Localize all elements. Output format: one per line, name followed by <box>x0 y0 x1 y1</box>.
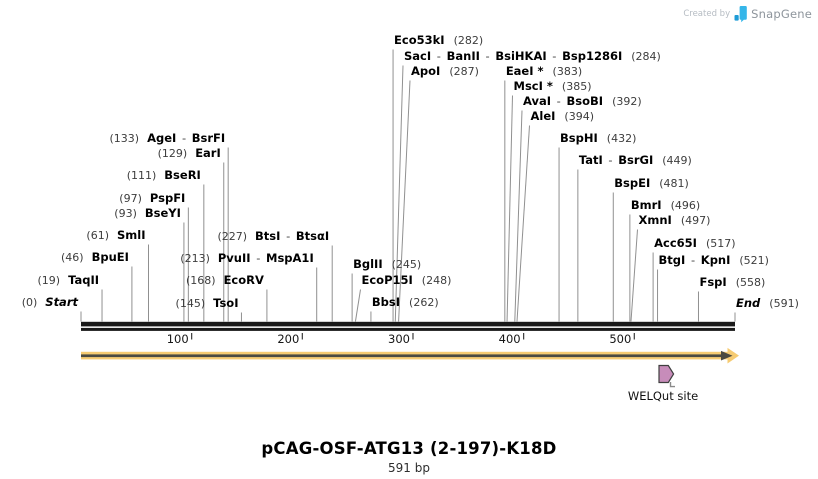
site-label-ecop15i[interactable] <box>362 273 452 288</box>
site-position: (129) <box>157 147 188 160</box>
enzyme-name: BpuEI <box>91 250 129 264</box>
site-connector-line <box>517 126 530 322</box>
enzyme-name: EarI <box>195 146 221 160</box>
name-separator: - <box>687 253 699 267</box>
site-connector-line <box>507 96 512 322</box>
site-position: (145) <box>175 297 206 310</box>
insert-feature-core <box>81 354 721 357</box>
site-label-ecorv[interactable] <box>186 273 264 288</box>
site-position: (432) <box>606 132 637 145</box>
site-position: (97) <box>119 192 142 205</box>
ruler-tick-label: 300 <box>388 331 410 346</box>
site-label-btsi-bts-i[interactable] <box>217 229 329 244</box>
enzyme-name: BspEI <box>614 176 651 190</box>
site-label-msci-[interactable] <box>514 79 592 94</box>
welqut-marker-tail <box>671 382 676 387</box>
site-position: (168) <box>185 274 216 287</box>
site-position: (392) <box>612 95 642 108</box>
site-position: (394) <box>564 110 595 123</box>
site-position: (497) <box>680 214 711 227</box>
enzyme-name: BmrI <box>630 198 662 212</box>
site-label-bglii[interactable] <box>353 257 421 272</box>
site-label-avai-bsobi[interactable] <box>523 94 642 109</box>
name-separator: - <box>178 131 190 145</box>
enzyme-name: TsoI <box>213 296 239 310</box>
enzyme-name: BbsI <box>371 295 401 309</box>
site-label-bbsi[interactable] <box>372 295 439 310</box>
site-position: (282) <box>453 34 484 47</box>
enzyme-name: BseRI <box>164 168 201 182</box>
site-position: (19) <box>37 274 61 287</box>
site-position: (481) <box>659 177 689 190</box>
name-separator: - <box>252 251 265 265</box>
site-position: (284) <box>631 50 661 63</box>
enzyme-name: BtsI - BtsαI <box>255 229 330 243</box>
site-position: (0) <box>21 296 38 309</box>
enzyme-name: XmnI <box>638 213 672 227</box>
site-label-bsphi[interactable] <box>560 131 636 146</box>
sequence-bar[interactable] <box>81 322 735 327</box>
map-title: pCAG-OSF-ATG13 (2-197)-K18D <box>261 439 557 458</box>
site-label-bmri[interactable] <box>631 198 700 213</box>
enzyme-name: EaeI * <box>505 64 544 78</box>
enzyme-name: PvuII - MspA1I <box>217 251 314 265</box>
site-position: (61) <box>86 229 110 242</box>
site-label-eari[interactable] <box>158 146 221 161</box>
site-label-pvuii-mspa1i[interactable] <box>180 251 313 266</box>
site-position: (111) <box>126 169 157 182</box>
enzyme-name: SmlI <box>117 228 146 242</box>
site-position: (227) <box>217 230 248 243</box>
site-position: (383) <box>552 65 583 78</box>
site-label-acc65i[interactable] <box>654 236 735 251</box>
enzyme-name: EcoP15I <box>361 273 413 287</box>
site-label-taqii[interactable] <box>38 273 100 288</box>
name-separator: - <box>481 49 494 63</box>
site-position: (385) <box>561 80 592 93</box>
site-position: (262) <box>409 296 439 309</box>
enzyme-name: End <box>736 296 761 310</box>
enzyme-name: AgeI - BsrFI <box>147 131 226 145</box>
site-label-bpuei[interactable] <box>61 250 129 265</box>
name-separator: - <box>604 153 617 167</box>
site-position: (245) <box>391 258 422 271</box>
site-label-smli[interactable] <box>86 228 145 243</box>
site-position: (521) <box>739 254 769 267</box>
enzyme-name: BseYI <box>144 206 181 220</box>
enzyme-name: BtgI - KpnI <box>658 253 731 267</box>
site-position: (133) <box>109 132 140 145</box>
ruler-tick-label: 200 <box>277 331 300 346</box>
site-position: (496) <box>670 199 701 212</box>
site-label-bspei[interactable] <box>614 176 689 191</box>
enzyme-name: PspFI <box>149 191 186 205</box>
site-label-eaei-[interactable] <box>506 64 582 79</box>
site-label-eco53ki[interactable] <box>394 33 483 48</box>
site-label-xmni[interactable] <box>639 213 711 228</box>
site-label-pspfi[interactable] <box>119 191 185 206</box>
welqut-site-marker[interactable] <box>659 366 674 383</box>
site-position: (517) <box>705 237 736 250</box>
site-label-tati-bsrgi[interactable] <box>579 153 692 168</box>
site-label-tsoi[interactable] <box>176 296 239 311</box>
sequence-bar-bottom[interactable] <box>81 328 735 331</box>
name-separator: - <box>553 94 565 108</box>
site-label-btgi-kpni[interactable] <box>659 253 769 268</box>
site-label-bseyi[interactable] <box>114 206 181 221</box>
ruler-tick-label: 400 <box>498 331 521 346</box>
site-label-end[interactable] <box>736 296 799 311</box>
enzyme-name: BglII <box>353 257 383 271</box>
site-label-saci-banii-bsihkai-bsp1286i[interactable] <box>404 49 661 64</box>
name-separator: - <box>433 49 445 63</box>
enzyme-name: Acc65I <box>654 236 697 250</box>
site-position: (213) <box>180 252 210 265</box>
site-position: (558) <box>735 276 766 289</box>
site-position: (287) <box>449 65 479 78</box>
site-label-start[interactable] <box>22 295 78 310</box>
enzyme-name: ApoI <box>411 64 441 78</box>
enzyme-name: MscI * <box>513 79 553 93</box>
enzyme-name: SacI - BanII - BsiHKAI - Bsp1286I <box>404 49 623 63</box>
site-position: (591) <box>769 297 799 310</box>
site-position: (248) <box>421 274 452 287</box>
enzyme-name: Eco53kI <box>394 33 445 47</box>
enzyme-name: TatI - BsrGI <box>578 153 654 167</box>
site-position: (46) <box>60 251 84 264</box>
site-connector-line <box>515 111 522 322</box>
site-label-bseri[interactable] <box>127 168 201 183</box>
enzyme-name: AleI <box>530 109 556 123</box>
created-by-text: Created by <box>683 9 731 19</box>
enzyme-name: EcoRV <box>223 273 264 287</box>
site-label-apoi[interactable] <box>411 64 479 79</box>
enzyme-name: BspHI <box>560 131 598 145</box>
site-label-alei[interactable] <box>531 109 595 124</box>
site-connector-line <box>355 290 360 322</box>
enzyme-name: TaqII <box>68 273 100 287</box>
enzyme-name: Start <box>45 295 78 309</box>
name-separator: - <box>548 49 561 63</box>
map-title-block <box>0 439 818 475</box>
enzyme-name: AvaI - BsoBI <box>523 94 604 108</box>
site-label-agei-bsrfi[interactable] <box>109 131 225 146</box>
name-separator: - <box>282 229 294 243</box>
site-position: (93) <box>114 207 137 220</box>
site-label-fspi[interactable] <box>699 275 765 290</box>
site-position: (449) <box>662 154 692 167</box>
map-length-subtitle: 591 bp <box>388 461 430 475</box>
enzyme-name: FspI <box>699 275 727 289</box>
ruler-tick-label: 500 <box>609 331 632 346</box>
ruler-tick-label: 100 <box>166 331 189 346</box>
snapgene-brand-text: SnapGene <box>751 7 812 21</box>
site-connector-line <box>631 230 638 322</box>
welqut-site-label: WELQut site <box>627 389 699 403</box>
